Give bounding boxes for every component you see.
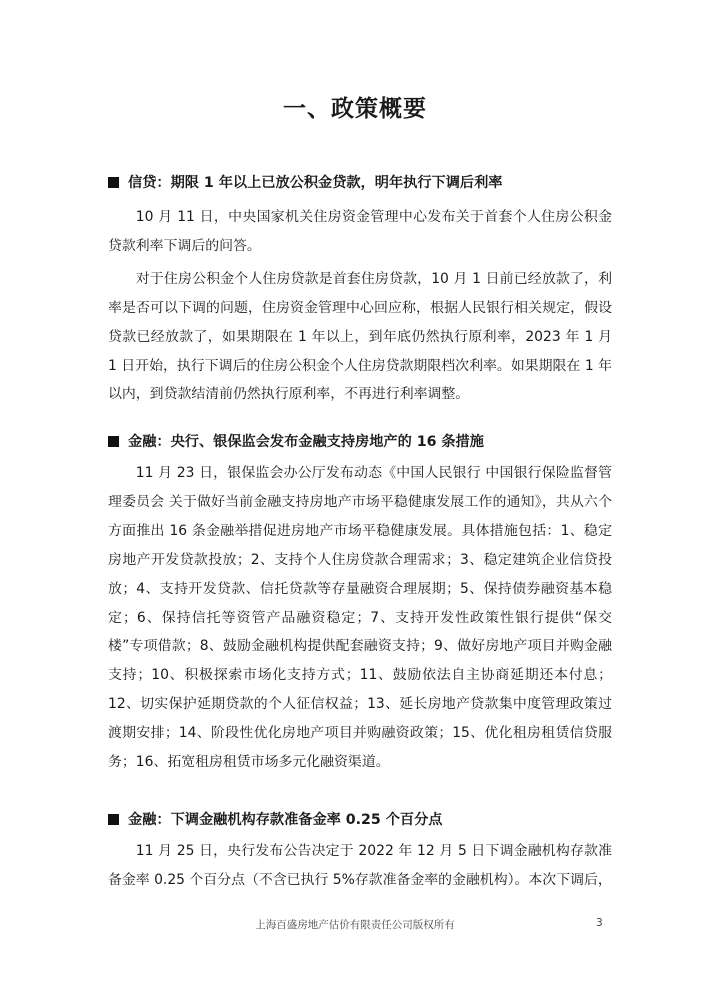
section-finance-16-measures [108,431,612,777]
square-bullet-icon [108,177,119,188]
paragraph: 11 月 25 日，央行发布公告决定于 2022 年 12 月 5 日下调金融机构存款准备金率 0.25 个百分点（不含已执行 5%存款准备金率的金融机构）。本次下调后， [108,843,612,888]
square-bullet-icon [108,436,119,447]
section-heading [108,172,612,192]
section-heading-text: 信贷：期限 1 年以上已放公积金贷款，明年执行下调后利率 [128,175,503,191]
section-heading [108,809,612,829]
square-bullet-icon [108,814,119,825]
page-number: 3 [596,917,603,929]
section-credit [108,172,612,409]
section-heading-text: 金融：下调金融机构存款准备金率 0.25 个百分点 [128,812,443,828]
paragraph: 11 月 23 日，银保监会办公厅发布动态《中国人民银行 中国银行保险监督管理委员会 关于做好当前金融支持房地产市场平稳健康发展工作的通知》，共从六个方面推出 16 条金融举措促进房地产市场平稳健康发展。具体措施包括：1、稳定房地产开发贷款投放；2、支持个人住房贷款合理需求；3、稳定建筑企业信贷投放；4、支持开发贷款、信托贷款等存量融资合理展期；5、保持债券融资基本稳定；6、保持信托等资管产品融资稳定；7、支持开发性政策性银行提供“保交楼”专项借款；8、鼓励金融机构提供配套融资支持；9、做好房地产项目并购金融支持；10、积极探索市场化支持方式；11、鼓励依法自主协商延期还本付息；12、切实保护延期贷款的个人征信权益；13、延长房地产贷款集中度管理政策过渡期安排；14、阶段性优化房地产项目并购融资政策；15、优化租房租赁信贷服务；16、拓宽租房租赁市场多元化融资渠道。 [108,465,612,771]
footer-copyright: 上海百盛房地产估价有限责任公司版权所有 [255,919,455,931]
paragraph: 10 月 11 日，中央国家机关住房资金管理中心发布关于首套个人住房公积金贷款利率下调后的问答。 [108,209,612,254]
section-heading [108,431,612,451]
section-heading-text: 金融：央行、银保监会发布金融支持房地产的 16 条措施 [128,434,484,450]
section-reserve-ratio [108,809,612,895]
page-title: 一、政策概要 [283,95,427,122]
paragraph: 对于住房公积金个人住房贷款是首套住房贷款，10 月 1 日前已经放款了，利率是否可以下调的问题，住房资金管理中心回应称，根据人民银行相关规定，假设贷款已经放款了，如果期限在 1 年以上，到年底仍然执行原利率，2023 年 1 月 1 日开始，执行下调后的住房公积金个人住房贷款期限档次利率。如果期限在 1 年以内，到贷款结清前仍然执行原利率，不再进行利率调整。 [108,270,612,403]
